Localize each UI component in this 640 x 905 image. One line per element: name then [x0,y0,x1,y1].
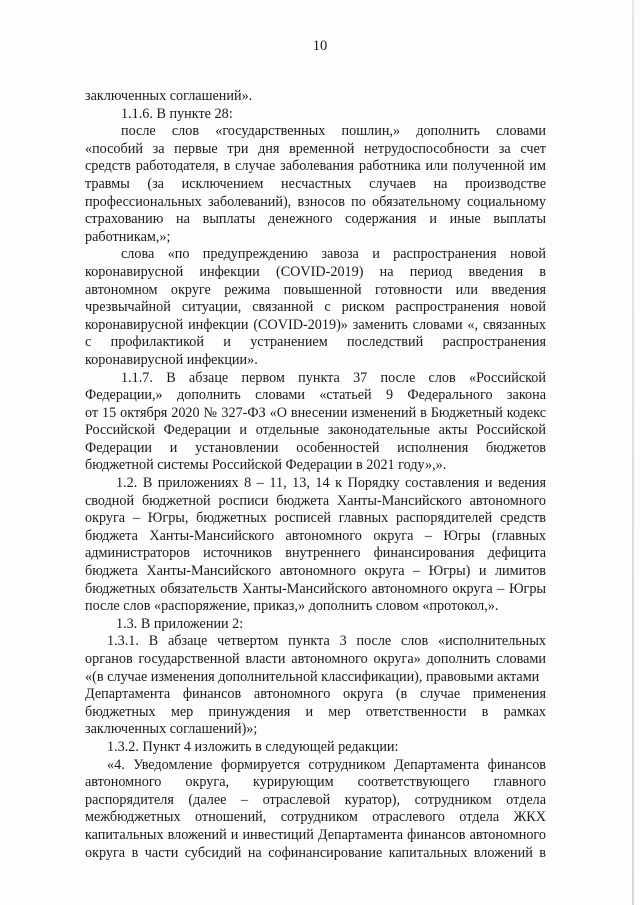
text-line: травмы (за исключением несчастных случаев на производстве [85,175,546,192]
paragraph [85,246,546,369]
paragraph [85,616,546,634]
text-line: автономном округе режима повышенной готовности или введения [85,281,546,298]
text-line: межбюджетных отношений, сотрудником отраслевого отдела ЖКХ [85,809,546,826]
paragraph [85,123,546,246]
text-line: бюджета Ханты-Мансийского автономного округа – Югры) и лимитов [85,563,546,580]
text-line: 1.1.7. В абзаце первом пункта 37 после слов «Российской [121,369,546,386]
text-line: «4. Уведомление формируется сотрудником Департамента финансов [107,756,546,773]
text-line: коронавирусной инфекции (COVID-2019)» заменить словами «, связанных [85,316,546,333]
text-line: администраторов источников внутреннего финансирования дефицита [85,545,546,562]
text-line: бюджета Ханты-Мансийского автономного округа – Югры (главных [85,527,546,544]
paragraph [85,88,546,106]
text-line: коронавирусной инфекции (COVID-2019) на период введения в [85,263,546,280]
paragraph [85,739,546,757]
page-number: 10 [312,38,328,54]
text-line: автономного округа, курирующим соответствующего главного [85,774,546,791]
text-line: 1.3.2. Пункт 4 изложить в следующей редакции: [107,738,399,755]
text-line: «(в случае изменения дополнительной классификации), правовыми актами [85,668,540,685]
text-line: слова «по предупреждению завоза и распространения новой [121,246,546,263]
text-line: Департамента финансов автономного округа (в случае применения [85,686,546,703]
text-line: коронавирусной инфекции». [85,351,258,368]
text-line: округа – Югры, бюджетных росписей главных распорядителей средств [85,510,546,527]
text-line: бюджетных мер принуждения и мер ответственности в рамках [85,703,546,720]
text-line: 1.3.1. В абзаце четвертом пункта 3 после слов «исполнительных [107,633,546,650]
text-line: с профилактикой и устранением последствий распространения [85,334,546,351]
paragraph [85,106,546,124]
document-body [85,88,546,862]
paragraph [85,633,546,739]
text-line: бюджетной системы Российской Федерации в 2021 году»,». [85,457,447,474]
text-line: профессиональных заболеваний), взносов по обязательному социальному [85,193,546,210]
text-line: «пособий за первые три дня временной нетрудоспособности за счет [85,140,546,157]
text-line: 1.2. В приложениях 8 – 11, 13, 14 к Порядку составления и ведения [116,475,546,492]
paragraph [85,757,546,863]
text-line: бюджетных обязательств Ханты-Мансийского автономного округа – Югры [85,580,546,597]
text-line: распорядителя (далее – отраслевой куратор), сотрудником отдела [85,791,546,808]
text-line: заключенных соглашений)»; [85,721,258,738]
text-line: чрезвычайной ситуации, связанной с риском распространения новой [85,299,546,316]
text-line: после слов «распоряжение, приказ,» дополнить словом «протокол,». [85,598,499,615]
text-line: заключенных соглашений». [85,88,253,104]
text-line: средств работодателя, в случае заболевания работника или полученной им [85,158,546,175]
paragraph [85,475,546,616]
text-line: 1.3. В приложении 2: [116,615,244,632]
text-line: страхованию на выплаты денежного содержания и иные выплаты [85,211,546,228]
text-line: от 15 октября 2020 № 327-ФЗ «О внесении изменений в Бюджетный кодекс [85,404,546,421]
text-line: Федерации,» дополнить словами «статьей 9 Федерального закона [85,387,546,404]
text-line: после слов «государственных пошлин,» дополнить словами [121,123,546,140]
text-line: округа в части субсидий на софинансирование капитальных вложений в [85,844,546,861]
text-line: органов государственной власти автономного округа» дополнить словами [85,651,546,667]
text-line: капитальных вложений и инвестиций Департамента финансов автономного [85,826,546,843]
text-line: Федерации и установлении особенностей исполнения бюджетов [85,439,546,456]
text-line: работникам,»; [85,228,171,245]
paragraph [85,370,546,476]
text-line: 1.1.6. В пункте 28: [121,105,233,122]
scan-edge [632,0,634,905]
text-line: сводной бюджетной росписи бюджета Ханты-Мансийского автономного [85,492,546,509]
text-line: Российской Федерации и отдельные законодательные акты Российской [85,422,546,439]
